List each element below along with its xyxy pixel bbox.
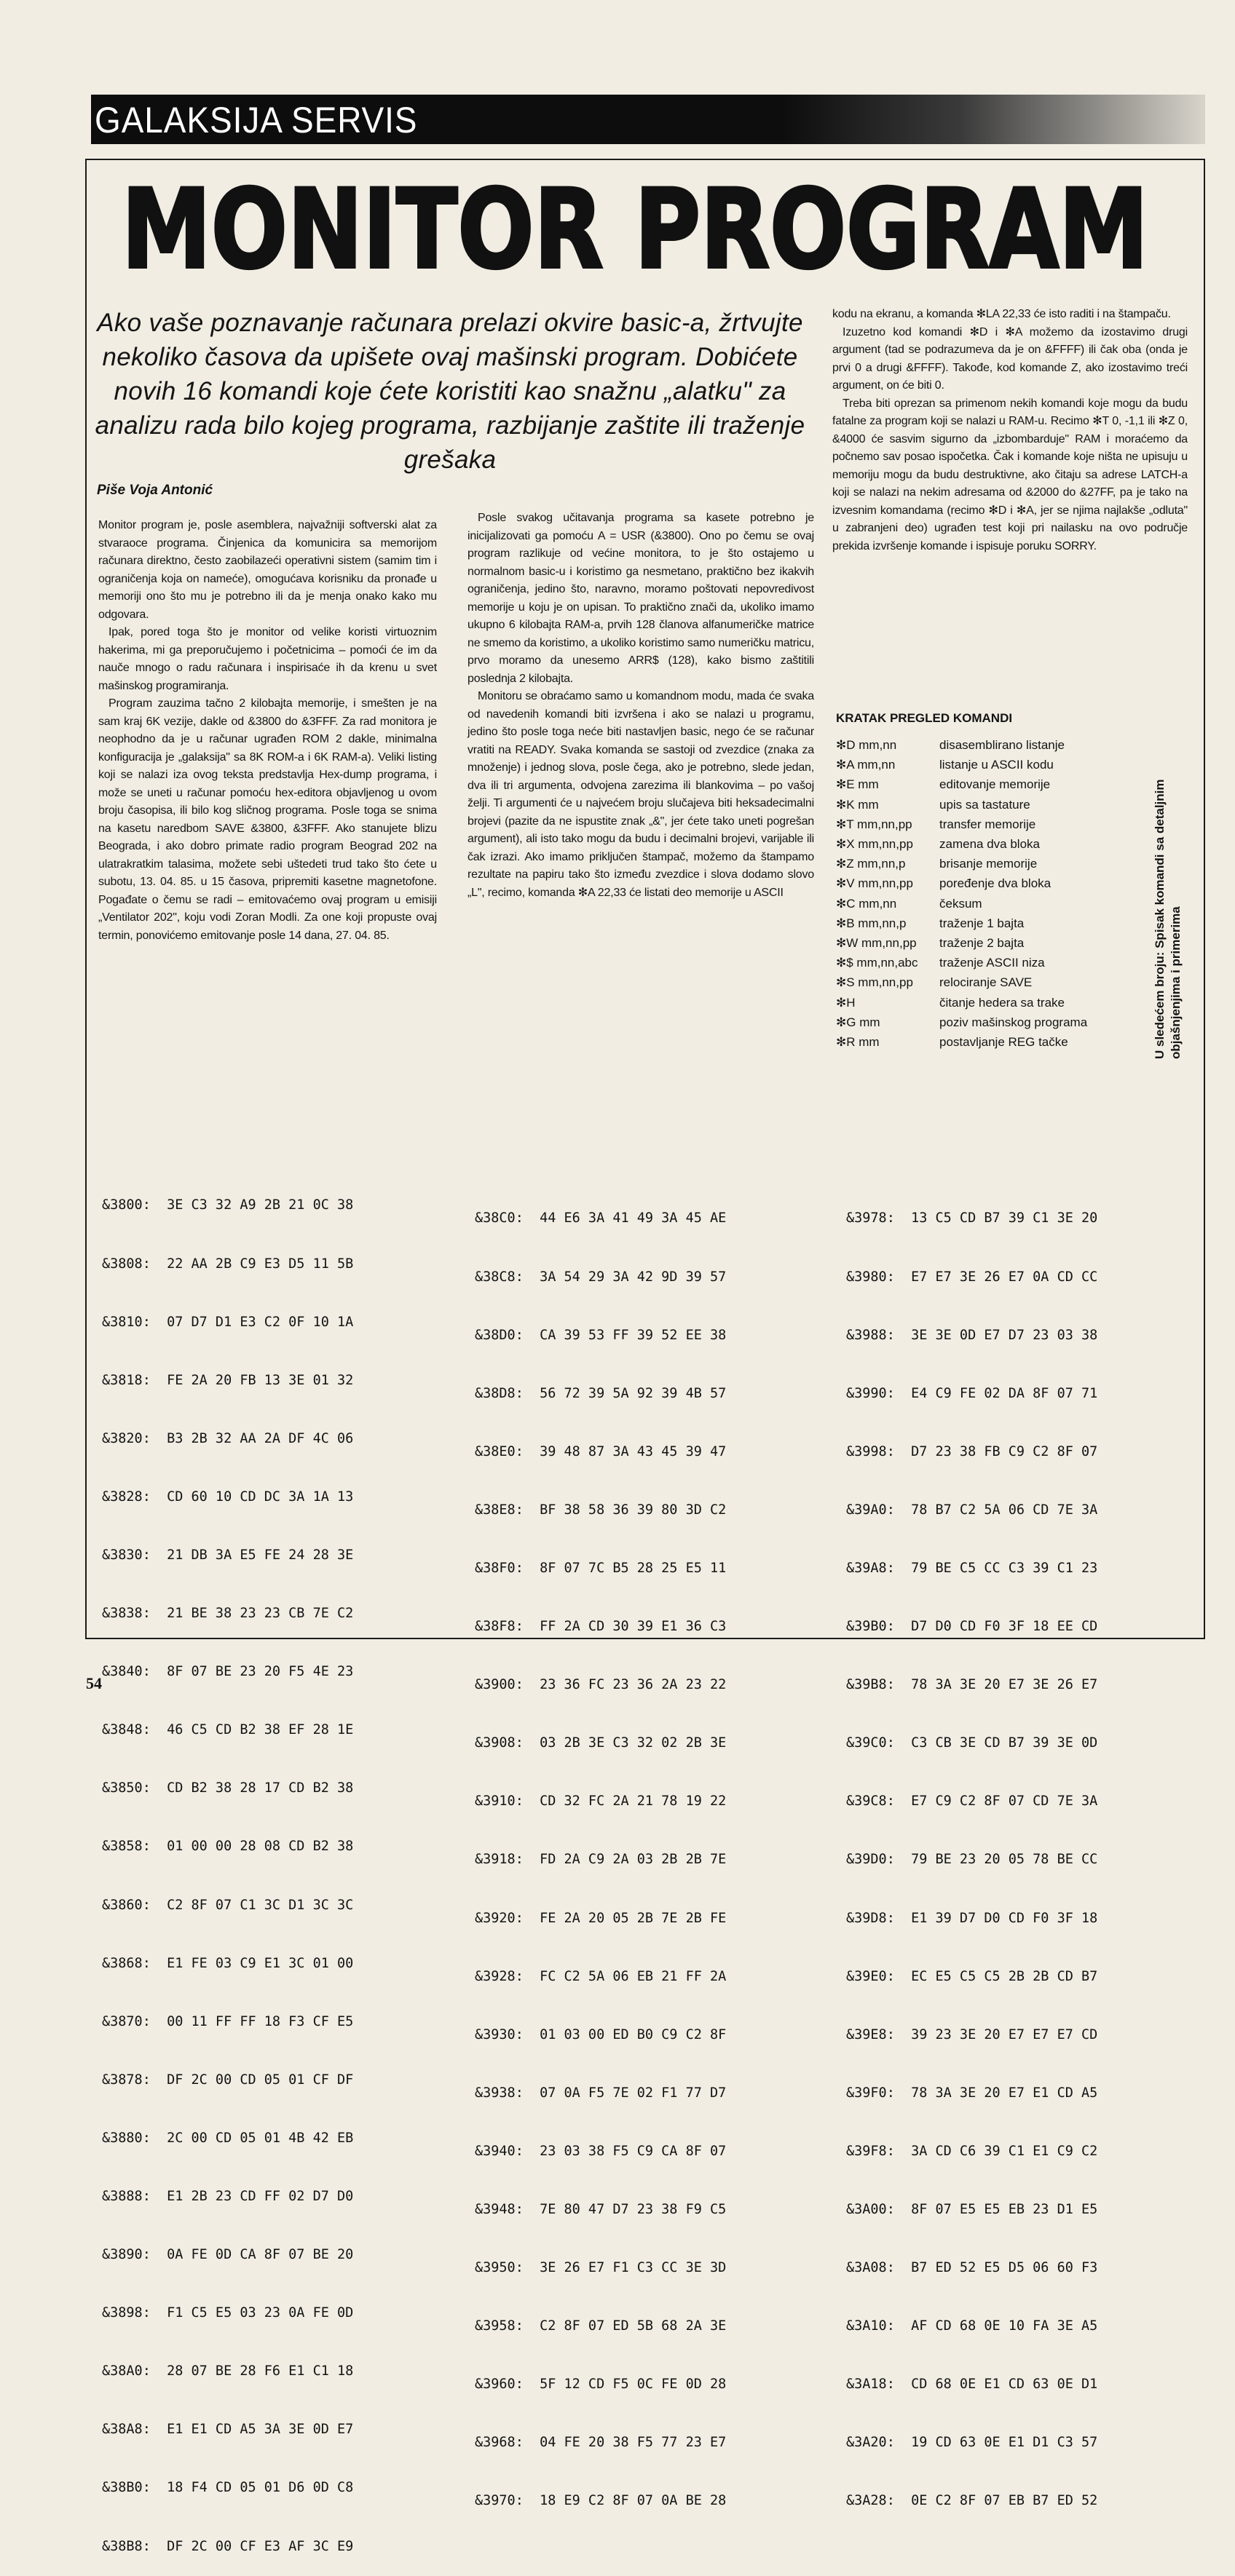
command-row bbox=[836, 953, 1164, 972]
hex-line: &39C8: E7 C9 C2 8F 07 CD 7E 3A bbox=[846, 1794, 1098, 1810]
article-column-3 bbox=[832, 306, 1188, 555]
commands-list bbox=[836, 735, 1164, 1052]
section-label: GALAKSIJA SERVIS bbox=[95, 100, 418, 140]
hex-line: &38D8: 56 72 39 5A 92 39 4B 57 bbox=[475, 1385, 727, 1401]
hex-line: &38A8: E1 E1 CD A5 3A 3E 0D E7 bbox=[102, 2422, 354, 2438]
command-description: poređenje dva bloka bbox=[939, 876, 1051, 891]
article-column-2 bbox=[467, 510, 814, 902]
hex-line: &3828: CD 60 10 CD DC 3A 1A 13 bbox=[102, 1489, 354, 1505]
hex-line: &3950: 3E 26 E7 F1 C3 CC 3E 3D bbox=[475, 2260, 727, 2276]
hex-line: &3948: 7E 80 47 D7 23 38 F9 C5 bbox=[475, 2202, 727, 2217]
hex-line: &3890: 0A FE 0D CA 8F 07 BE 20 bbox=[102, 2247, 354, 2263]
command-syntax: ✻V mm,nn,pp bbox=[836, 876, 913, 891]
command-row bbox=[836, 854, 1164, 873]
hex-line: &38E0: 39 48 87 3A 43 45 39 47 bbox=[475, 1443, 727, 1459]
command-row bbox=[836, 834, 1164, 854]
hex-line: &3868: E1 FE 03 C9 E1 3C 01 00 bbox=[102, 1955, 354, 1971]
command-syntax: ✻S mm,nn,pp bbox=[836, 975, 913, 990]
command-description: traženje ASCII niza bbox=[939, 956, 1045, 970]
hex-line: &3838: 21 BE 38 23 23 CB 7E C2 bbox=[102, 1606, 354, 1622]
hex-line: &3908: 03 2B 3E C3 32 02 2B 3E bbox=[475, 1735, 727, 1751]
hex-line: &3938: 07 0A F5 7E 02 F1 77 D7 bbox=[475, 2085, 727, 2101]
command-description: listanje u ASCII kodu bbox=[939, 758, 1054, 772]
hex-line: &3928: FC C2 5A 06 EB 21 FF 2A bbox=[475, 1968, 727, 1984]
hex-line: &3980: E7 E7 3E 26 E7 0A CD CC bbox=[846, 1269, 1098, 1285]
hex-line: &3858: 01 00 00 28 08 CD B2 38 bbox=[102, 1839, 354, 1855]
col3-paragraph: Treba biti oprezan sa primenom nekih komandi koje mogu da budu fatalne za program koji se nalazi u RAM-u. Recimo ✻T 0, -1,1 ili ✻Z 0, &4000 će sasvim sigurno da „izbombarduje" RAM i moraćemo da počnemo sav posao ispočetka. Čak i komande koje ništa ne upisuju u memoriju mogu da budu destruktivne, ako čitaju sa adrese LATCH-a koji se nalazi na nekim adresama od &2000 do &27FF, pa je tako na izvesnim komandama (recimo ✻D i ✻A, jer se njima najlakše „odluta" u zabranjeni deo) ugrađen test koji pri nailasku na ovo područje prekida izvršenje komande i ispisuje poruku SORRY. bbox=[832, 397, 1188, 552]
col1-paragraph: Program zauzima tačno 2 kilobajta memorije, i smešten je na sam kraj 6K vezije, dakle od &3800 do &3FFF. Za rad monitora je neophodno da je u računar ugrađen ROM 2 dakle, minimalna konfiguracija je „galaksija" sa 8K ROM-a i 6K RAM-a). Veliki listing koji se nalazi iza ovog teksta predstavlja Hex-dump programa, i može se uneti u računar pomoću hex-editora objavljenog u ovom broju časopisa, ili bilo kog sličnog programa. Posle toga se snima na kasetu naredbom SAVE &3800, &3FFF. Ako stanujete blizu Beograda, i ako dobro primate radio program Beograd 202 na ulatrakratkim talasima, možete sebi uštedeti trud tako što ćete u subotu, 13. 04. 85. u 15 časova, pripremiti kasetne magnetofone. Pogađate o čemu se radi – emitovaćemo ovaj program u emisiji „Ventilator 202", koju vodi Zoran Modli. Za one koji propuste ovaj termin, ponovićemo emitovanje posle 14 dana, 27. 04. 85. bbox=[98, 697, 437, 942]
hex-line: &3A10: AF CD 68 0E 10 FA 3E A5 bbox=[846, 2318, 1098, 2334]
command-description: upis sa tastature bbox=[939, 797, 1030, 812]
hex-line: &39B8: 78 3A 3E 20 E7 3E 26 E7 bbox=[846, 1677, 1098, 1693]
hex-line: &39A0: 78 B7 C2 5A 06 CD 7E 3A bbox=[846, 1502, 1098, 1518]
hex-line: &3848: 46 C5 CD B2 38 EF 28 1E bbox=[102, 1722, 354, 1738]
hex-line: &3900: 23 36 FC 23 36 2A 23 22 bbox=[475, 1677, 727, 1693]
hex-line: &3A08: B7 ED 52 E5 D5 06 60 F3 bbox=[846, 2260, 1098, 2276]
hex-line: &38B8: DF 2C 00 CF E3 AF 3C E9 bbox=[102, 2538, 354, 2554]
hex-line: &3880: 2C 00 CD 05 01 4B 42 EB bbox=[102, 2130, 354, 2146]
hex-line: &38F0: 8F 07 7C B5 28 25 E5 11 bbox=[475, 1560, 727, 1576]
command-description: disasemblirano listanje bbox=[939, 738, 1065, 752]
command-description: postavljanje REG tačke bbox=[939, 1035, 1068, 1050]
hex-line: &39B0: D7 D0 CD F0 3F 18 EE CD bbox=[846, 1619, 1098, 1635]
command-row bbox=[836, 755, 1164, 774]
hex-line: &39E8: 39 23 3E 20 E7 E7 E7 CD bbox=[846, 2026, 1098, 2042]
hex-line: &38F8: FF 2A CD 30 39 E1 36 C3 bbox=[475, 1619, 727, 1635]
hex-line: &3920: FE 2A 20 05 2B 7E 2B FE bbox=[475, 1910, 727, 1926]
col2-paragraph: Monitoru se obraćamo samo u komandnom modu, mada će svaka od navedenih komandi biti izvršena i ako se nalazi u programu, jedino što posle toga neće biti nastavljen basic, nego će se računar vratiti na READY. Svaka komanda se sastoji od zvezdice (znaka za množenje) i jednog slova, posle čega, ako je potrebno, slede jedan, dva ili tri argumenta, odvojena zarezima ili blankovima – po vašoj želji. Ti argumenti će u najvećem broju slučajeva biti heksadecimalni brojevi (pazite da ne ispustite znak „&", jer ćete tako uneti pogrešan argument), ali isto tako mogu da budu i decimalni brojevi, varijable ili čak izrazi. Ako imamo priključen štampač, možemo da štampamo rezultate na papiru tako što između zvezdice i slova dodamo slovo „L", recimo, komanda ✻A 22,33 će listati deo memorije u ASCII bbox=[467, 690, 814, 899]
col2-paragraph: Posle svakog učitavanja programa sa kasete potrebno je inicijalizovati ga pomoću A = USR (&3800). Ono po čemu se ovaj program razlikuje od većine monitora, to je što ostajemo u normalnom basic-u i koristimo ga nesmetano, praktično bez ikakvih ograničenja, jedino što, naravno, moramo poštovati nepovredivost memorije u koju je on upisan. To praktično znači da, ukoliko imamo ukupno 6 kilobajta RAM-a, prvih 128 članova alfanumeričke matrice ne smemo da koristimo, a ukoliko koristimo samo numeričku matricu, prvo moramo da unesemo ARR$ (128), kako bismo zaštitili poslednja 2 kilobajta. bbox=[467, 512, 814, 685]
article-column-1 bbox=[98, 517, 437, 945]
command-syntax: ✻Z mm,nn,p bbox=[836, 857, 906, 871]
command-syntax: ✻H bbox=[836, 995, 856, 1010]
col1-paragraph: Monitor program je, posle asemblera, najvažniji softverski alat za stvaraoce programa. Činjenica da komunicira sa memorijom računara direktno, često zaobilazeći operativni sistem (samim tim i ograničenja koja on nameće), omogućava korisniku da pronađe u memoriji ono što mu je potrebno ili da je menja onako kako mu odgovara. bbox=[98, 519, 437, 621]
hex-line: &3978: 13 C5 CD B7 39 C1 3E 20 bbox=[846, 1210, 1098, 1226]
hex-line: &3940: 23 03 38 F5 C9 CA 8F 07 bbox=[475, 2143, 727, 2159]
command-description: čitanje hedera sa trake bbox=[939, 995, 1065, 1010]
command-syntax: ✻C mm,nn bbox=[836, 896, 897, 911]
hex-line: &38A0: 28 07 BE 28 F6 E1 C1 18 bbox=[102, 2363, 354, 2379]
command-syntax: ✻W mm,nn,pp bbox=[836, 936, 917, 951]
hex-line: &39C0: C3 CB 3E CD B7 39 3E 0D bbox=[846, 1735, 1098, 1751]
command-row bbox=[836, 1032, 1164, 1052]
command-description: brisanje memorije bbox=[939, 857, 1038, 871]
command-syntax: ✻B mm,nn,p bbox=[836, 916, 907, 930]
page-title bbox=[117, 178, 1154, 288]
command-syntax: ✻D mm,nn bbox=[836, 738, 897, 752]
hex-line: &3818: FE 2A 20 FB 13 3E 01 32 bbox=[102, 1372, 354, 1388]
command-row bbox=[836, 972, 1164, 992]
hex-line: &3870: 00 11 FF FF 18 F3 CF E5 bbox=[102, 2013, 354, 2029]
command-row bbox=[836, 735, 1164, 755]
page-number: 54 bbox=[86, 1674, 102, 1692]
hex-line: &38D0: CA 39 53 FF 39 52 EE 38 bbox=[475, 1327, 727, 1343]
hex-line: &3970: 18 E9 C2 8F 07 0A BE 28 bbox=[475, 2493, 727, 2509]
hex-line: &3A28: 0E C2 8F 07 EB B7 ED 52 bbox=[846, 2493, 1098, 2509]
command-description: transfer memorije bbox=[939, 817, 1036, 831]
hex-line: &39D0: 79 BE 23 20 05 78 BE CC bbox=[846, 1852, 1098, 1868]
hex-dump-column-2 bbox=[475, 1170, 726, 2531]
page-title-text: MONITOR PROGRAM bbox=[122, 178, 1148, 288]
hex-line: &38E8: BF 38 58 36 39 80 3D C2 bbox=[475, 1502, 727, 1518]
hex-line: &3A00: 8F 07 E5 E5 EB 23 D1 E5 bbox=[846, 2202, 1098, 2217]
command-description: traženje 2 bajta bbox=[939, 936, 1025, 951]
command-row bbox=[836, 795, 1164, 815]
command-row bbox=[836, 873, 1164, 893]
command-description: poziv mašinskog programa bbox=[939, 1015, 1088, 1029]
command-syntax: ✻G mm bbox=[836, 1015, 880, 1029]
command-syntax: ✻$ mm,nn,abc bbox=[836, 956, 918, 970]
command-row bbox=[836, 774, 1164, 794]
command-description: traženje 1 bajta bbox=[939, 916, 1025, 930]
col3-paragraph: kodu na ekranu, a komanda ✻LA 22,33 će isto raditi i na štampaču. bbox=[832, 308, 1171, 320]
lede-paragraph: Ako vaše poznavanje računara prelazi okvire basic-a, žrtvujte nekoliko časova da upišete ovaj mašinski program. Dobićete novih 16 komandi koje ćete koristiti kao snažnu „alatku" za analizu rada bilo kojeg programa, razbijanje zaštite ili traženje grešaka bbox=[95, 309, 805, 474]
command-description: relociranje SAVE bbox=[939, 975, 1033, 990]
command-row bbox=[836, 933, 1164, 953]
hex-dump-column-3 bbox=[846, 1170, 1097, 2531]
hex-line: &3968: 04 FE 20 38 F5 77 23 E7 bbox=[475, 2435, 727, 2451]
hex-line: &3888: E1 2B 23 CD FF 02 D7 D0 bbox=[102, 2189, 354, 2204]
hex-line: &39D8: E1 39 D7 D0 CD F0 3F 18 bbox=[846, 1910, 1098, 1926]
command-syntax: ✻T mm,nn,pp bbox=[836, 817, 912, 831]
command-syntax: ✻R mm bbox=[836, 1035, 880, 1050]
hex-line: &3808: 22 AA 2B C9 E3 D5 11 5B bbox=[102, 1256, 354, 1272]
hex-line: &39F0: 78 3A 3E 20 E7 E1 CD A5 bbox=[846, 2085, 1098, 2101]
hex-line: &38C0: 44 E6 3A 41 49 3A 45 AE bbox=[475, 1210, 727, 1226]
command-row bbox=[836, 1012, 1164, 1032]
col1-paragraph: Ipak, pored toga što je monitor od velike koristi virtuoznim hakerima, mi ga preporučujemo i početnicima – pomoći će im da nauče mnogo o radu računara i inspirisaće ih da krenu u svet mašinskog programiranja. bbox=[98, 626, 437, 692]
hex-line: &3800: 3E C3 32 A9 2B 21 0C 38 bbox=[102, 1197, 354, 1213]
command-syntax: ✻X mm,nn,pp bbox=[836, 837, 913, 852]
side-note-vertical: U sledećem broju: Spisak komandi sa detaljnim objašnjenjima i primerima bbox=[1153, 779, 1183, 1059]
hex-line: &3830: 21 DB 3A E5 FE 24 28 3E bbox=[102, 1547, 354, 1563]
hex-line: &3820: B3 2B 32 AA 2A DF 4C 06 bbox=[102, 1430, 354, 1446]
hex-line: &3988: 3E 3E 0D E7 D7 23 03 38 bbox=[846, 1327, 1098, 1343]
command-row bbox=[836, 894, 1164, 914]
hex-line: &3910: CD 32 FC 2A 21 78 19 22 bbox=[475, 1794, 727, 1810]
col3-paragraph: Izuzetno kod komandi ✻D i ✻A možemo da izostavimo drugi argument (tad se podrazumeva da je on &FFFF) ili čak oba (onda je prvi 0 a drugi &FFFF). Takođe, kod komande Z, ako izostavimo treći argument, on će biti 0. bbox=[832, 325, 1188, 392]
hex-line: &39F8: 3A CD C6 39 C1 E1 C9 C2 bbox=[846, 2143, 1098, 2159]
hex-line: &3898: F1 C5 E5 03 23 0A FE 0D bbox=[102, 2305, 354, 2321]
command-description: editovanje memorije bbox=[939, 777, 1051, 792]
hex-line: &3A20: 19 CD 63 0E E1 D1 C3 57 bbox=[846, 2435, 1098, 2451]
hex-line: &38C8: 3A 54 29 3A 42 9D 39 57 bbox=[475, 1269, 727, 1285]
hex-line: &3958: C2 8F 07 ED 5B 68 2A 3E bbox=[475, 2318, 727, 2334]
hex-line: &3840: 8F 07 BE 23 20 F5 4E 23 bbox=[102, 1664, 354, 1680]
hex-line: &3A18: CD 68 0E E1 CD 63 0E D1 bbox=[846, 2377, 1098, 2393]
command-syntax: ✻A mm,nn bbox=[836, 758, 896, 772]
command-row bbox=[836, 914, 1164, 933]
hex-line: &3998: D7 23 38 FB C9 C2 8F 07 bbox=[846, 1443, 1098, 1459]
hex-line: &3930: 01 03 00 ED B0 C9 C2 8F bbox=[475, 2026, 727, 2042]
command-syntax: ✻K mm bbox=[836, 797, 879, 812]
hex-line: &39A8: 79 BE C5 CC C3 39 C1 23 bbox=[846, 1560, 1098, 1576]
command-syntax: ✻E mm bbox=[836, 777, 879, 792]
hex-line: &3878: DF 2C 00 CD 05 01 CF DF bbox=[102, 2072, 354, 2088]
hex-line: &3860: C2 8F 07 C1 3C D1 3C 3C bbox=[102, 1897, 354, 1913]
hex-line: &3990: E4 C9 FE 02 DA 8F 07 71 bbox=[846, 1385, 1098, 1401]
hex-line: &3918: FD 2A C9 2A 03 2B 2B 7E bbox=[475, 1852, 727, 1868]
command-description: zamena dva bloka bbox=[939, 837, 1040, 852]
commands-heading: KRATAK PREGLED KOMANDI bbox=[836, 711, 1013, 725]
command-description: čeksum bbox=[939, 896, 982, 911]
hex-line: &38B0: 18 F4 CD 05 01 D6 0D C8 bbox=[102, 2480, 354, 2496]
hex-line: &3960: 5F 12 CD F5 0C FE 0D 28 bbox=[475, 2377, 727, 2393]
hex-line: &3850: CD B2 38 28 17 CD B2 38 bbox=[102, 1780, 354, 1796]
command-row bbox=[836, 993, 1164, 1012]
hex-dump-column-1 bbox=[102, 1157, 353, 2576]
command-row bbox=[836, 815, 1164, 834]
byline: Piše Voja Antonić bbox=[97, 483, 213, 498]
hex-line: &3810: 07 D7 D1 E3 C2 0F 10 1A bbox=[102, 1314, 354, 1330]
hex-line: &39E0: EC E5 C5 C5 2B 2B CD B7 bbox=[846, 1968, 1098, 1984]
